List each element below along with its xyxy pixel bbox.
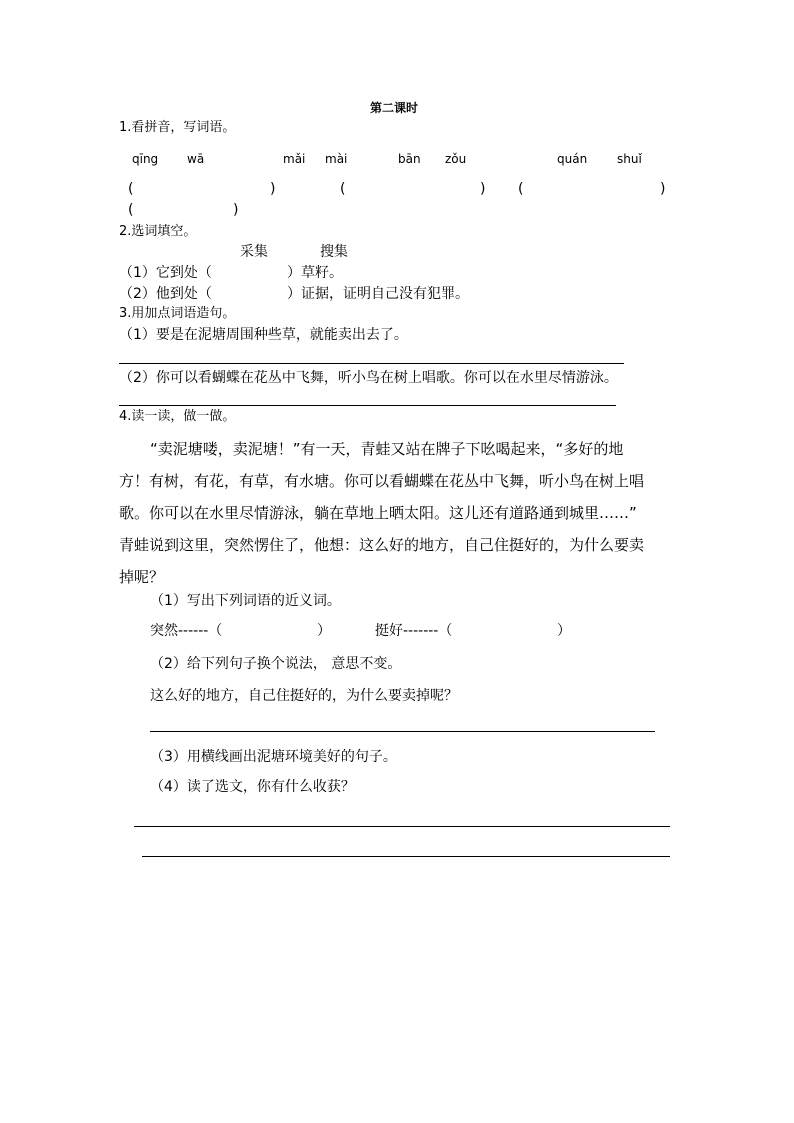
page-title: 第二课时 <box>370 101 419 115</box>
pinyin-wa: wā <box>187 152 205 166</box>
word-option-caiji: 采集 <box>240 244 268 260</box>
word-option-souji: 搜集 <box>320 244 348 260</box>
passage-line-4: 青蛙说到这里，突然愣住了，他想：这么好的地方，自己住挺好的，为什么要卖 <box>119 536 645 554</box>
synonym-1-close: ） <box>317 623 331 639</box>
question-1-heading: 1.看拼音，写词语。 <box>119 120 236 135</box>
answer-line-2[interactable] <box>119 405 616 406</box>
question-3-heading: 3.用加点词语造句。 <box>119 306 236 321</box>
answer-line-3[interactable] <box>150 731 655 732</box>
pinyin-mai3: mǎi <box>283 152 306 166</box>
question-2-heading: 2.选词填空。 <box>119 224 197 239</box>
passage-line-5: 掉呢？ <box>119 568 165 586</box>
fill-item-1-suffix: ）草籽。 <box>287 265 343 281</box>
answer-box-4-close: ) <box>233 202 239 218</box>
question-4-heading: 4.读一读，做一做。 <box>119 409 236 424</box>
fill-item-2-suffix: ）证据，证明自己没有犯罪。 <box>287 286 469 302</box>
passage-line-2: 方！有树，有花，有草，有水塘。你可以看蝴蝶在花丛中飞舞，听小鸟在树上唱 <box>119 472 645 490</box>
synonym-1-prefix: 突然------（ <box>150 623 223 639</box>
fill-item-1-prefix: （1）它到处（ <box>119 265 212 281</box>
passage-line-1: “卖泥塘喽，卖泥塘！”有一天，青蛙又站在牌子下吆喝起来，“多好的地 <box>150 440 624 458</box>
answer-box-2-open[interactable]: ( <box>340 181 346 197</box>
pinyin-shui: shuǐ <box>617 152 642 166</box>
answer-box-3-close: ) <box>660 181 666 197</box>
pinyin-mai4: mài <box>325 152 348 166</box>
pinyin-qing: qīng <box>132 152 159 166</box>
answer-box-3-open[interactable]: ( <box>518 181 524 197</box>
fill-item-2-prefix: （2）他到处（ <box>119 286 212 302</box>
sentence-2: （2）你可以看蝴蝶在花丛中飞舞，听小鸟在树上唱歌。你可以在水里尽情游泳。 <box>119 370 618 386</box>
pinyin-zou: zǒu <box>445 152 467 166</box>
sub-question-2: （2）给下列句子换个说法， 意思不变。 <box>150 656 402 672</box>
answer-box-4-open[interactable]: ( <box>128 202 134 218</box>
answer-line-4[interactable] <box>134 826 670 827</box>
answer-box-1-open[interactable]: ( <box>128 181 134 197</box>
answer-line-5[interactable] <box>142 856 670 857</box>
sub-question-2-sentence: 这么好的地方，自己住挺好的，为什么要卖掉呢？ <box>150 688 458 704</box>
answer-box-1-close: ) <box>270 181 276 197</box>
sub-question-4: （4）读了选文，你有什么收获？ <box>150 779 355 795</box>
answer-box-2-close: ) <box>480 181 486 197</box>
sub-question-3: （3）用横线画出泥塘环境美好的句子。 <box>150 749 397 765</box>
sentence-1: （1）要是在泥塘周围种些草，就能卖出去了。 <box>119 327 408 343</box>
synonym-2-prefix: 挺好-------（ <box>375 623 453 639</box>
answer-line-1[interactable] <box>119 363 624 364</box>
passage-line-3: 歌。你可以在水里尽情游泳，躺在草地上晒太阳。这儿还有道路通到城里……” <box>119 504 637 522</box>
pinyin-quan: quán <box>557 152 588 166</box>
synonym-2-close: ） <box>557 623 571 639</box>
sub-question-1: （1）写出下列词语的近义词。 <box>150 593 341 609</box>
pinyin-ban: bān <box>398 152 421 166</box>
